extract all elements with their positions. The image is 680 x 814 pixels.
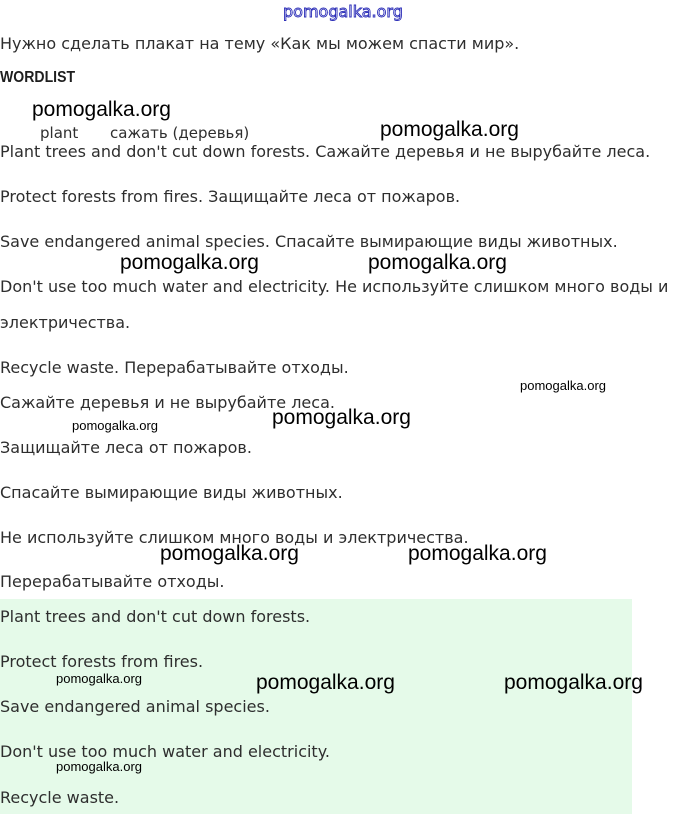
- russian-line: Не используйте слишком много воды и электричества.: [0, 528, 469, 547]
- russian-line: Сажайте деревья и не вырубайте леса.: [0, 393, 335, 412]
- watermark: pomogalka.org: [120, 251, 259, 274]
- wordlist-heading: WORDLIST: [0, 69, 76, 86]
- watermark: pomogalka.org: [380, 118, 519, 141]
- watermark: pomogalka.org: [56, 759, 142, 774]
- watermark: pomogalka.org: [504, 671, 643, 694]
- watermark: pomogalka.org: [520, 378, 606, 393]
- combined-line-continuation: электричества.: [0, 313, 131, 332]
- watermark: pomogalka.org: [272, 406, 411, 429]
- combined-line: Recycle waste. Перерабатывайте отходы.: [0, 358, 349, 377]
- task-text: Нужно сделать плакат на тему «Как мы можем спасти мир».: [0, 34, 520, 53]
- site-watermark-header: pomogalka.org: [283, 2, 403, 21]
- wordlist-word: plant: [40, 124, 79, 142]
- combined-line: Plant trees and don't cut down forests. Сажайте деревья и не вырубайте леса.: [0, 142, 651, 161]
- watermark: pomogalka.org: [160, 542, 299, 565]
- russian-line: Спасайте вымирающие виды животных.: [0, 483, 343, 502]
- watermark: pomogalka.org: [368, 251, 507, 274]
- english-line: Recycle waste.: [0, 788, 120, 807]
- watermark: pomogalka.org: [256, 671, 395, 694]
- combined-line: Save endangered animal species. Спасайте вымирающие виды животных.: [0, 232, 618, 251]
- wordlist-translation: сажать (деревья): [110, 124, 250, 142]
- watermark: pomogalka.org: [32, 98, 171, 121]
- english-line: Don't use too much water and electricity.: [0, 742, 330, 761]
- combined-line: Protect forests from fires. Защищайте леса от пожаров.: [0, 187, 461, 206]
- english-line: Save endangered animal species.: [0, 697, 270, 716]
- watermark: pomogalka.org: [56, 671, 142, 686]
- english-line: Protect forests from fires.: [0, 652, 204, 671]
- watermark: pomogalka.org: [408, 542, 547, 565]
- english-line: Plant trees and don't cut down forests.: [0, 607, 311, 626]
- combined-line: Don't use too much water and electricity. Не используйте слишком много воды и: [0, 277, 669, 296]
- watermark: pomogalka.org: [72, 418, 158, 433]
- russian-line: Перерабатывайте отходы.: [0, 572, 225, 591]
- russian-line: Защищайте леса от пожаров.: [0, 438, 252, 457]
